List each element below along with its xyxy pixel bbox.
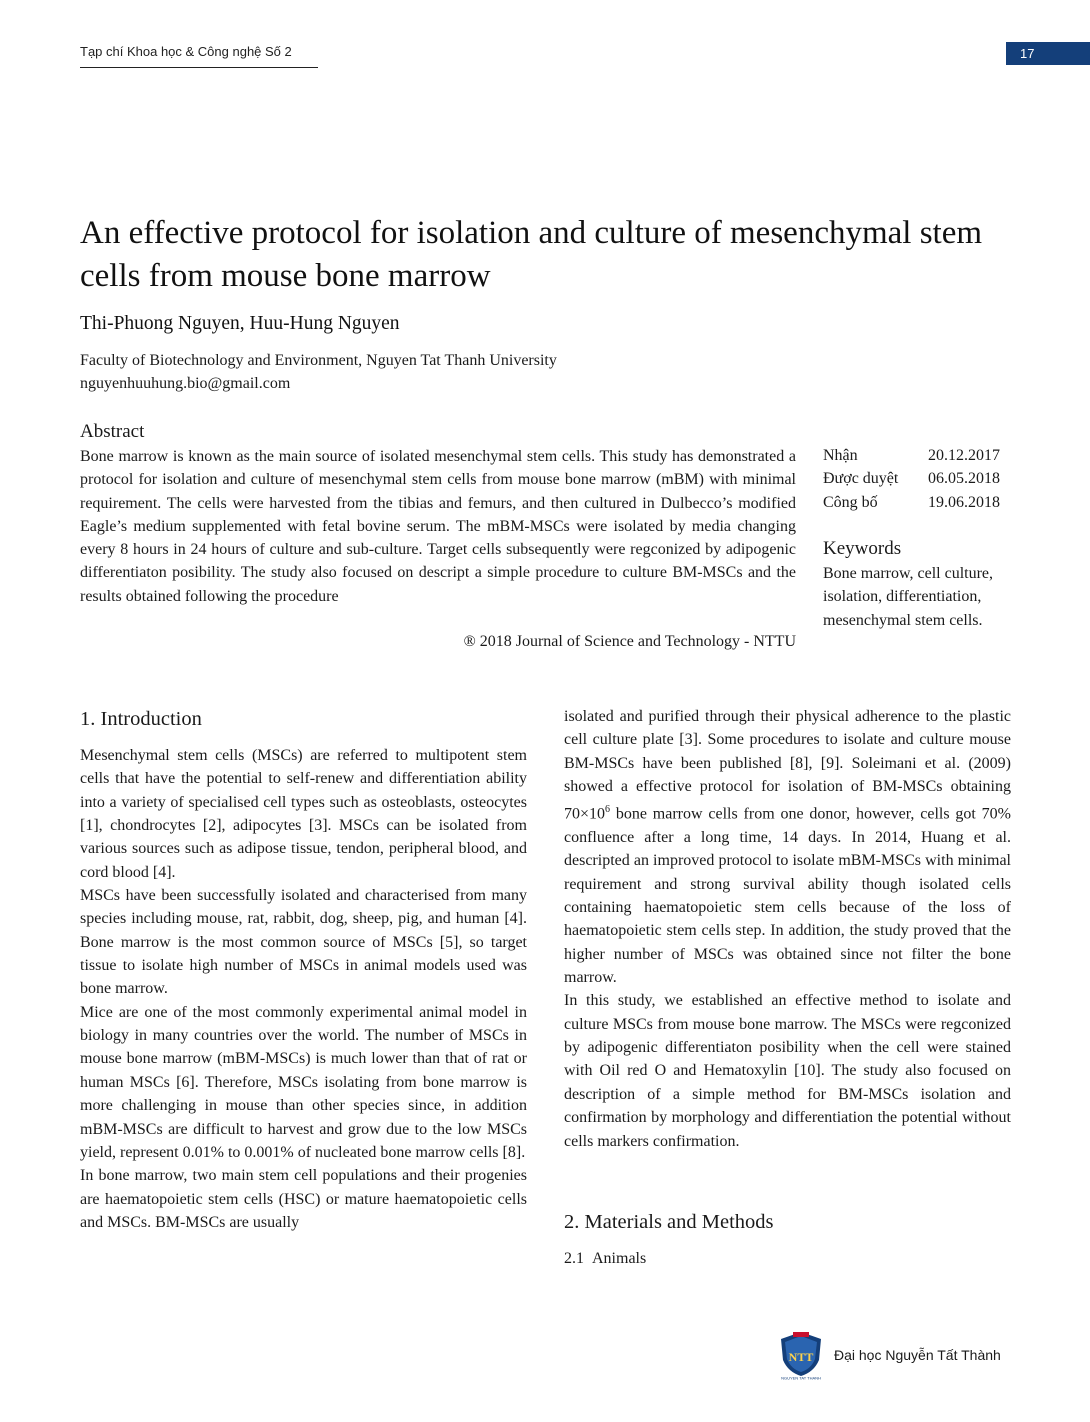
date-row-published	[823, 491, 1000, 514]
paragraph: In bone marrow, two main stem cell populations and their progenies are haematopoietic stem cells (HSC) or mature haematopoietic cells and MSCs. BM-MSCs are usually	[80, 1167, 527, 1231]
text-run: bone marrow cells from one donor, however, cells got 70% confluence after a long time, 14 days. In 2014, Huang et al. descripted an improved protocol to isolate mBM-MSCs with minimal requirement and strong survival ability though isolated cells containing haematopoietic stem cells because of the loss of haematopoietic stem cells step. In addition, the study proved that the higher number of MSCs was obtained since not filter the bone marrow.	[564, 805, 1011, 987]
keywords-heading: Keywords	[823, 538, 902, 559]
section-introduction-title: 1. Introduction	[80, 708, 202, 730]
date-value: 19.06.2018	[928, 493, 1000, 511]
footer-university-name: Đại học Nguyễn Tất Thành	[834, 1347, 1001, 1363]
subsection-animals	[564, 1250, 654, 1268]
paper-title: An effective protocol for isolation and culture of mesenchymal stem cells from mouse bone marrow	[80, 215, 983, 294]
dates-block	[823, 444, 1000, 514]
paragraph: Mesenchymal stem cells (MSCs) are referred to multipotent stem cells that have the potential to self-renew and differentiation ability into a variety of specialised cell types such as osteoblasts, osteocytes [1], chondrocytes [2], adipocytes [3]. MSCs can be isolated from various sources such as adipose tissue, tendon, peripheral blood, and cord blood [4].	[80, 747, 527, 881]
paragraph: In this study, we established an effective method to isolate and culture MSCs from mouse bone marrow. The MSCs were regconized by adipogenic differentiaton posibility when the cell were stained with Oil red O and Hematoxylin [10]. The study also focused on description of a simple method for BM-MSCs isolation and confirmation by morphology and differentiation the potential without cells markers confirmation.	[564, 992, 1011, 1150]
keywords-text: Bone marrow, cell culture, isolation, differentiation, mesenchymal stem cells.	[823, 565, 994, 629]
logo-letters: NTT	[788, 1350, 814, 1364]
date-label: Được duyệt	[823, 470, 899, 488]
superscript: 6	[605, 804, 611, 816]
date-row-accepted	[823, 467, 1000, 490]
abstract-heading: Abstract	[80, 421, 145, 442]
footer	[776, 1330, 1001, 1380]
date-value: 06.05.2018	[928, 470, 1000, 488]
page-number-badge: 17	[1006, 42, 1090, 65]
date-label: Nhận	[823, 447, 858, 464]
date-label: Công bố	[823, 493, 878, 511]
email: nguyenhuuhung.bio@gmail.com	[80, 375, 291, 392]
subsection-number: 2.1	[564, 1250, 584, 1267]
university-shield-icon	[776, 1330, 826, 1380]
authors: Thi-Phuong Nguyen, Huu-Hung Nguyen	[80, 313, 400, 334]
left-column	[80, 744, 527, 1234]
text-run: isolated and purified through their physical adherence to the plastic cell culture plate [3]. Some procedures to isolate and culture mouse BM-MSCs have been published [8], [9]. Soleimani et al. (2009) showed a effective protocol for isolation of BM-MSCs obtaining 70×10	[564, 708, 1011, 823]
abstract-text: Bone marrow is known as the main source of isolated mesenchymal stem cells. This study has demonstrated a protocol for isolation and culture of mesenchymal stem cells from mouse bone marrow (mBM) with minimal requirement. The cells were harvested from the tibias and femurs, and then cultured in Dulbecco’s modified Eagle’s medium supplemented with fetal bovine serum. The mBM-MSCs were isolated by media changing every 8 hours in 24 hours of culture and sub-culture. Target cells subsequently were regconized by adipogenic differentiaton posibility. The study also focused on descript a simple procedure to culture BM-MSCs and the results obtained following the procedure	[80, 448, 796, 605]
paragraph: Mice are one of the most commonly experimental animal model in biology in many countries over the world. The number of MSCs in mouse bone marrow (mBM-MSCs) is much lower than that of rat or human MSCs [6]. Therefore, MSCs isolating from bone marrow is more challenging in mouse than other species since, in addition mBM-MSCs are difficult to harvest and grow due to the low MSCs yield, represent 0.01% to 0.001% of nucleated bone marrow cells [8].	[80, 1003, 527, 1161]
paragraph: MSCs have been successfully isolated and characterised from many species including mouse, rat, rabbit, dog, sheep, pig, and human [4]. Bone marrow is the most common source of MSCs [5], so target tissue to isolate high number of MSCs in animal models used was bone marrow.	[80, 887, 527, 998]
affiliation: Faculty of Biotechnology and Environment, Nguyen Tat Thanh University	[80, 352, 557, 369]
subsection-title: Animals	[592, 1250, 647, 1267]
affiliation-block	[80, 349, 557, 395]
copyright: ® 2018 Journal of Science and Technology - NTTU	[463, 633, 796, 650]
date-value: 20.12.2017	[928, 447, 1000, 464]
section-methods-title: 2. Materials and Methods	[564, 1211, 774, 1233]
logo-caption: NGUYEN TAT THANH	[781, 1375, 821, 1380]
date-row-received	[823, 444, 1000, 467]
header-rule	[80, 67, 318, 68]
right-column	[564, 705, 1011, 1153]
journal-header: Tạp chí Khoa học & Công nghệ Số 2	[80, 44, 292, 59]
paragraph	[564, 705, 1011, 989]
